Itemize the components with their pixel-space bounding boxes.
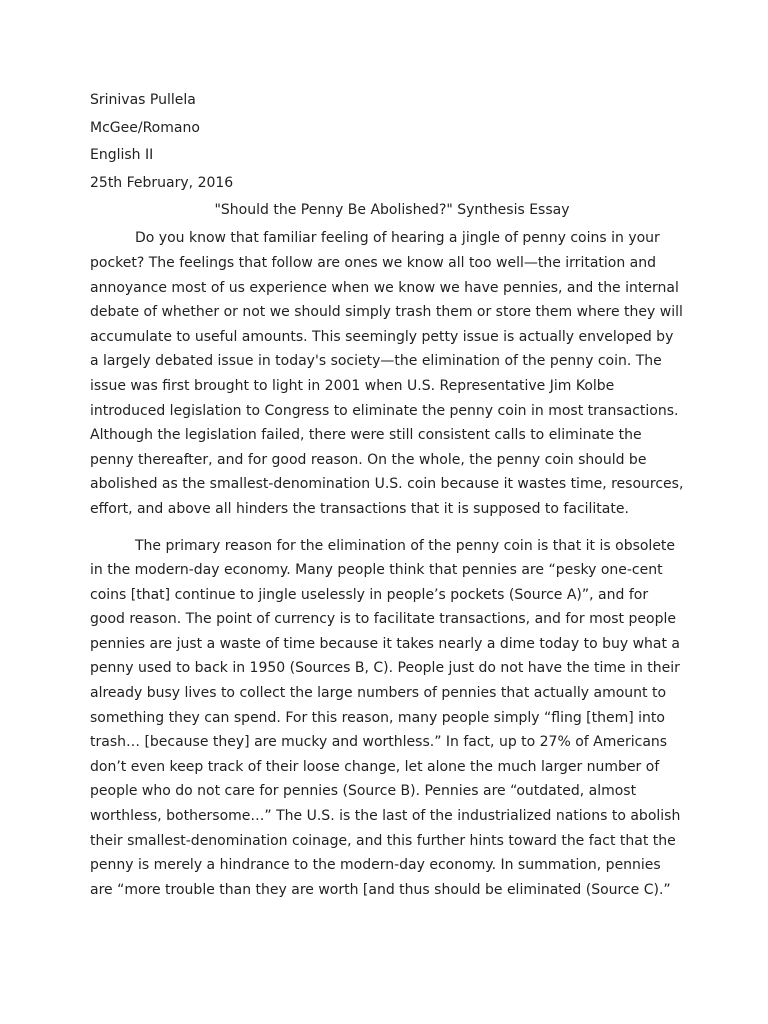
paragraph-line: good reason. The point of currency is to facilitate transactions, and for most people xyxy=(90,611,676,628)
paragraph-line: debate of whether or not we should simply trash them or store them where they will xyxy=(90,304,683,321)
paragraph-line: are “more trouble than they are worth [and thus should be eliminated (Source C).” xyxy=(90,881,671,898)
essay-date: 25th February, 2016 xyxy=(90,174,234,191)
paragraph-line: penny used to back in 1950 (Sources B, C). People just do not have the time in their xyxy=(90,660,680,677)
paragraph-line: people who do not care for pennies (Source B). Pennies are “outdated, almost xyxy=(90,783,637,800)
essay-title: "Should the Penny Be Abolished?" Synthesis Essay xyxy=(214,202,570,219)
paragraph-line: their smallest-denomination coinage, and this further hints toward the fact that the xyxy=(90,832,676,849)
paragraph-line: The primary reason for the elimination of the penny coin is that it is obsolete xyxy=(135,537,676,554)
paragraph-line: don’t even keep track of their loose change, let alone the much larger number of xyxy=(90,758,660,775)
paragraph-line: pennies are just a waste of time because it takes nearly a dime today to buy what a xyxy=(90,635,681,652)
paragraph-line: Do you know that familiar feeling of hearing a jingle of penny coins in your xyxy=(135,230,660,247)
paragraph-line: abolished as the smallest-denomination U.S. coin because it wastes time, resources, xyxy=(90,476,684,493)
paragraph-line: trash… [because they] are mucky and worthless.” In fact, up to 27% of Americans xyxy=(90,734,668,751)
teacher-names: McGee/Romano xyxy=(90,119,200,136)
paragraph-line: penny is merely a hindrance to the modern-day economy. In summation, pennies xyxy=(90,857,661,874)
paragraph-line: introduced legislation to Congress to eliminate the penny coin in most transactions. xyxy=(90,402,679,419)
paragraph-line: effort, and above all hinders the transactions that it is supposed to facilitate. xyxy=(90,500,629,517)
paragraph-line: Although the legislation failed, there were still consistent calls to eliminate the xyxy=(90,427,642,444)
paragraph-line: something they can spend. For this reason, many people simply “fling [them] into xyxy=(90,709,665,726)
paragraph-line: already busy lives to collect the large numbers of pennies that actually amount to xyxy=(90,685,667,702)
paragraph-line: in the modern-day economy. Many people think that pennies are “pesky one-cent xyxy=(90,562,663,579)
course-name: English II xyxy=(90,147,154,164)
paragraph-line: a largely debated issue in today's society—the elimination of the penny coin. The xyxy=(90,353,662,370)
paragraph-2 xyxy=(90,534,690,903)
paragraph-1 xyxy=(90,226,690,521)
paragraph-line: worthless, bothersome…” The U.S. is the last of the industrialized nations to abolish xyxy=(90,808,681,825)
author-name: Srinivas Pullela xyxy=(90,92,196,108)
paragraph-line: pocket? The feelings that follow are ones we know all too well—the irritation and xyxy=(90,254,657,271)
document-page xyxy=(90,88,690,902)
paragraph-line: coins [that] continue to jingle uselessly in people’s pockets (Source A)”, and for xyxy=(90,586,649,603)
paragraph-line: issue was first brought to light in 2001 when U.S. Representative Jim Kolbe xyxy=(90,377,615,394)
paragraph-line: accumulate to useful amounts. This seemingly petty issue is actually enveloped by xyxy=(90,328,674,345)
paragraph-line: penny thereafter, and for good reason. On the whole, the penny coin should be xyxy=(90,451,647,468)
paragraph-line: annoyance most of us experience when we know we have pennies, and the internal xyxy=(90,279,679,296)
